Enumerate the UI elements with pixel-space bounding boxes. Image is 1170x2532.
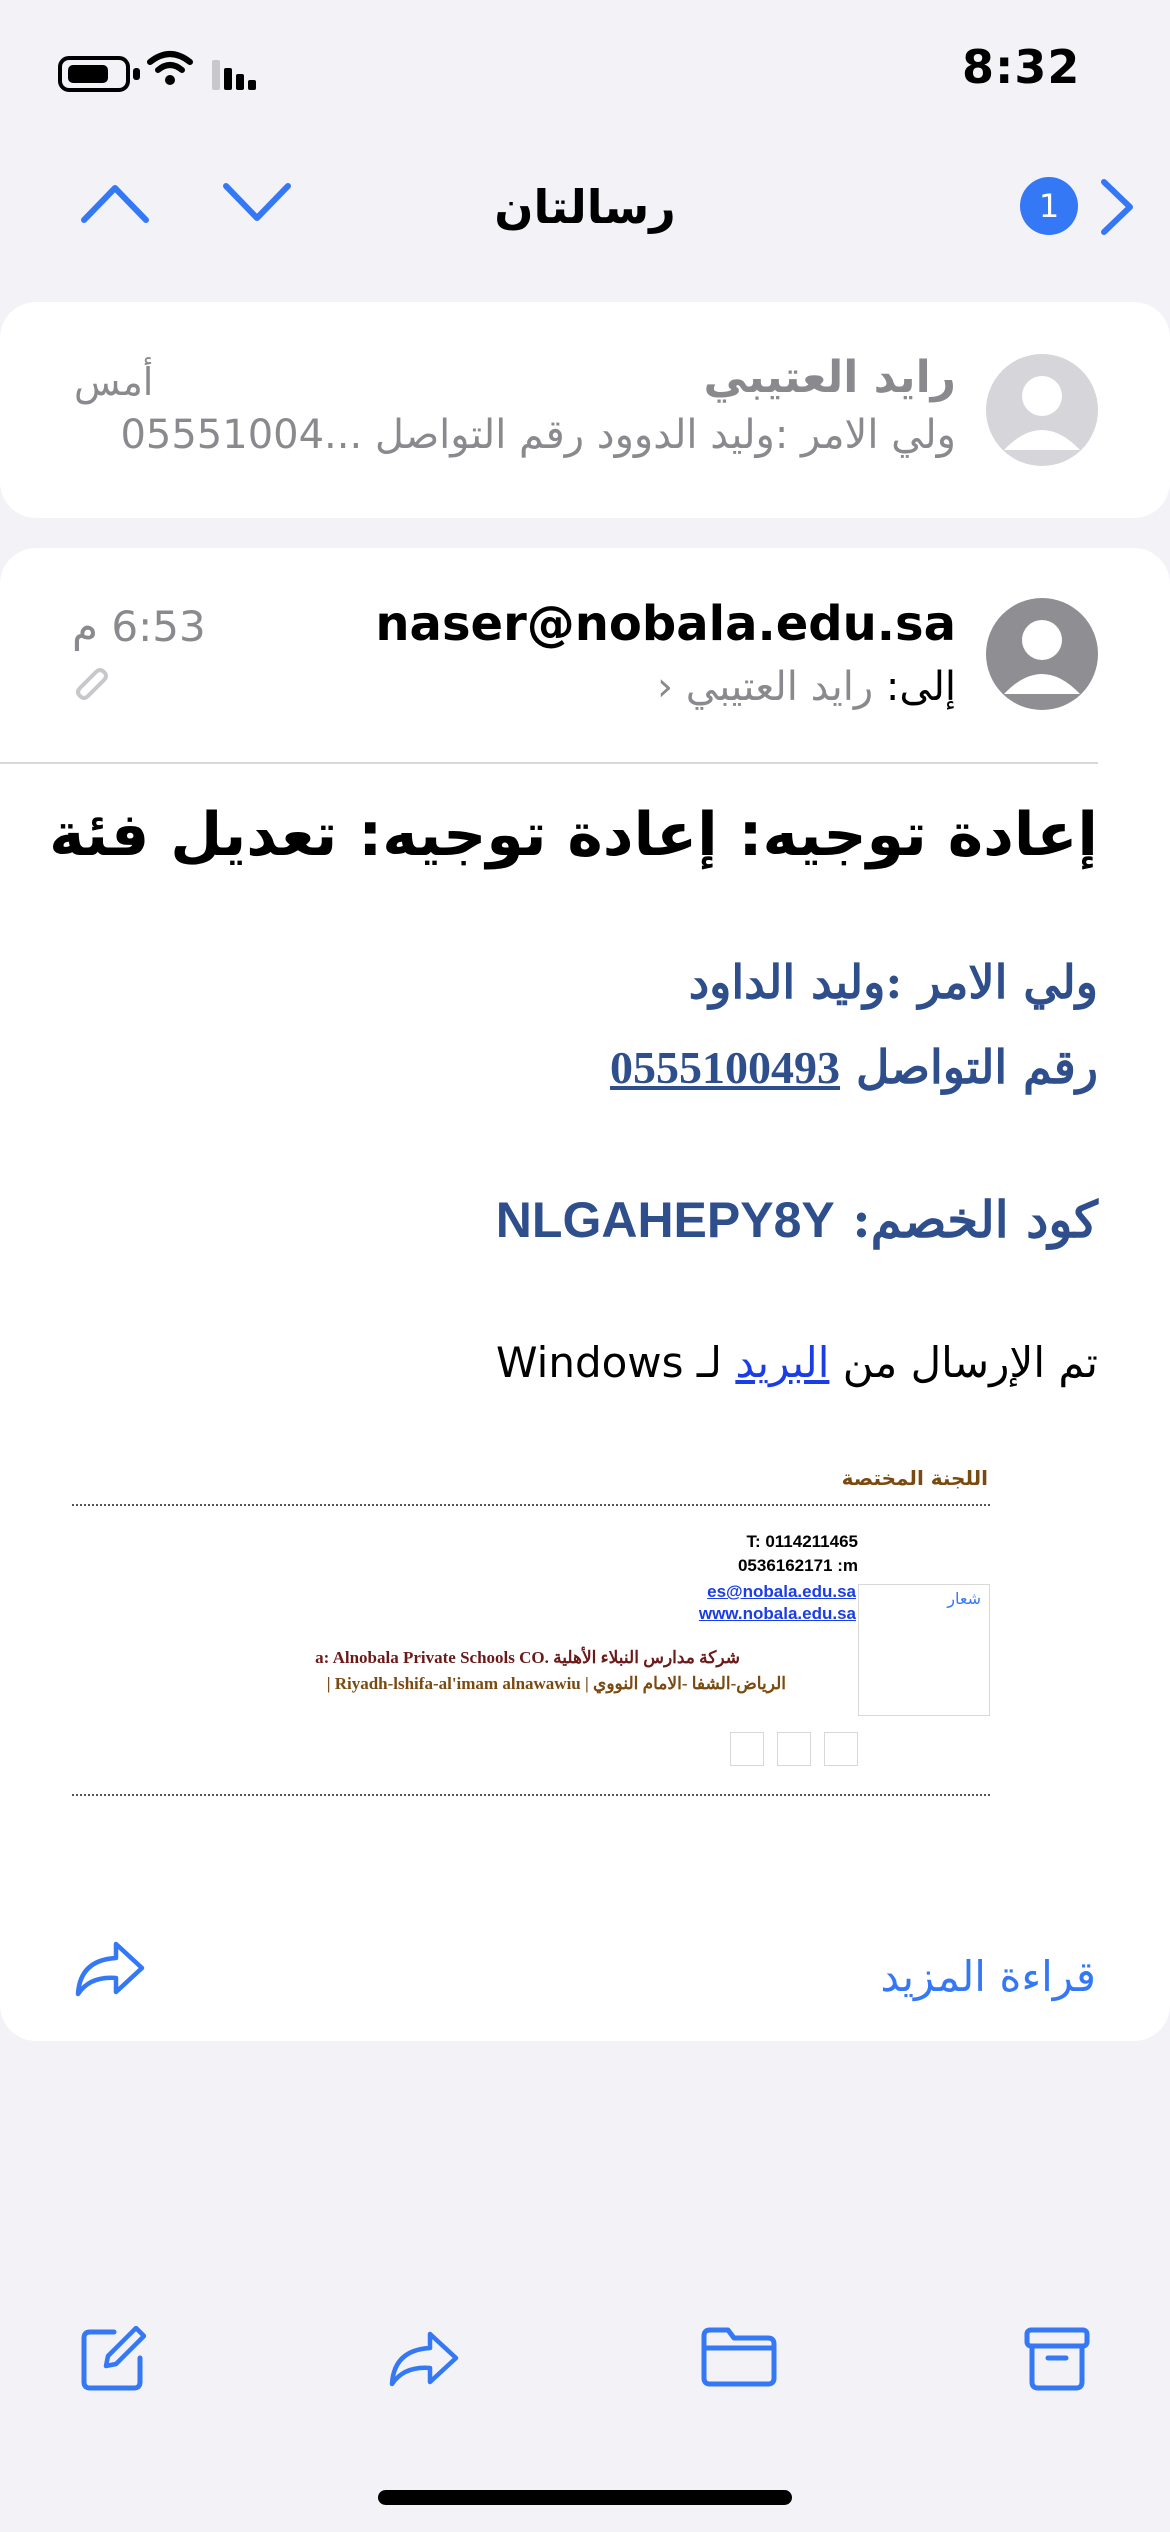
guardian-line: ولي الامر :وليد الداود — [688, 955, 1098, 1009]
signature-divider — [72, 1794, 990, 1796]
compose-icon[interactable] — [80, 2326, 146, 2392]
thread-preview: ولي الامر :وليد الدوود رقم التواصل ...05551004 — [120, 412, 956, 458]
signature-logo — [858, 1584, 990, 1716]
social-icon-placeholder — [730, 1732, 764, 1766]
unread-badge: 1 — [1020, 177, 1078, 235]
sent-from-line — [496, 1338, 1098, 1387]
reply-forward-icon[interactable] — [72, 1936, 148, 2000]
to-name: رايد العتيبي — [685, 664, 874, 710]
signature-address: | Riyadh-lshifa-al'imam alnawawiu | الرياض-الشفا -الامام النووي — [326, 1674, 786, 1693]
social-icon-placeholder — [824, 1732, 858, 1766]
archive-icon[interactable] — [1024, 2326, 1090, 2392]
avatar-icon — [986, 598, 1098, 710]
contact-line — [610, 1040, 1098, 1094]
signature-title: اللجنة المختصة — [841, 1466, 988, 1490]
thread-sender: رايد العتيبي — [703, 352, 956, 403]
wifi-icon — [146, 50, 194, 86]
home-indicator — [378, 2490, 792, 2505]
contact-label: رقم التواصل — [856, 1040, 1098, 1094]
message-time: 6:53 م — [72, 602, 206, 651]
code-line — [496, 1190, 1098, 1249]
signature-company: a: Alnobala Private Schools CO. شركة مدارس النبلاء الأهلية — [315, 1648, 740, 1667]
divider — [0, 762, 1098, 764]
code-value: NLGAHEPY8Y — [495, 1192, 835, 1248]
recipient-line[interactable] — [657, 664, 956, 710]
folder-icon[interactable] — [700, 2326, 778, 2388]
signature-tel: T: 0114211465 — [746, 1532, 858, 1551]
sent-suffix: لـ Windows — [496, 1338, 722, 1387]
battery-icon — [58, 56, 130, 92]
signal-icon — [212, 60, 264, 90]
avatar-icon — [986, 354, 1098, 466]
message-card — [0, 548, 1170, 2041]
thread-date: أمس — [74, 360, 154, 404]
logo-alt-text: شعار — [947, 1589, 981, 1608]
forward-icon[interactable] — [386, 2326, 462, 2390]
signature-divider — [72, 1504, 990, 1506]
signature-website-link[interactable]: www.nobala.edu.sa — [698, 1604, 856, 1623]
mail-app-link[interactable]: البريد — [735, 1338, 830, 1387]
message-subject: إعادة توجيه: إعادة توجيه: تعديل فئة — [49, 800, 1098, 870]
code-label: كود الخصم: — [852, 1190, 1098, 1249]
chevron-right-icon[interactable] — [1098, 176, 1136, 238]
paperclip-icon — [72, 668, 114, 710]
chevron-left-icon: ‹ — [657, 664, 674, 710]
to-label: إلى: — [885, 664, 956, 710]
signature-mobile: 0536162171 :m — [737, 1556, 858, 1575]
status-time: 8:32 — [962, 40, 1081, 94]
nav-title: رسالتان — [494, 180, 676, 234]
message-sender: naser@nobala.edu.sa — [375, 596, 956, 652]
social-icon-placeholder — [777, 1732, 811, 1766]
signature-email-link[interactable]: es@nobala.edu.sa — [707, 1582, 856, 1601]
read-more-button[interactable]: قراءة المزيد — [880, 1952, 1096, 2001]
sent-prefix: تم الإرسال من — [842, 1338, 1098, 1387]
contact-number-link[interactable]: 0555100493 — [610, 1042, 841, 1093]
